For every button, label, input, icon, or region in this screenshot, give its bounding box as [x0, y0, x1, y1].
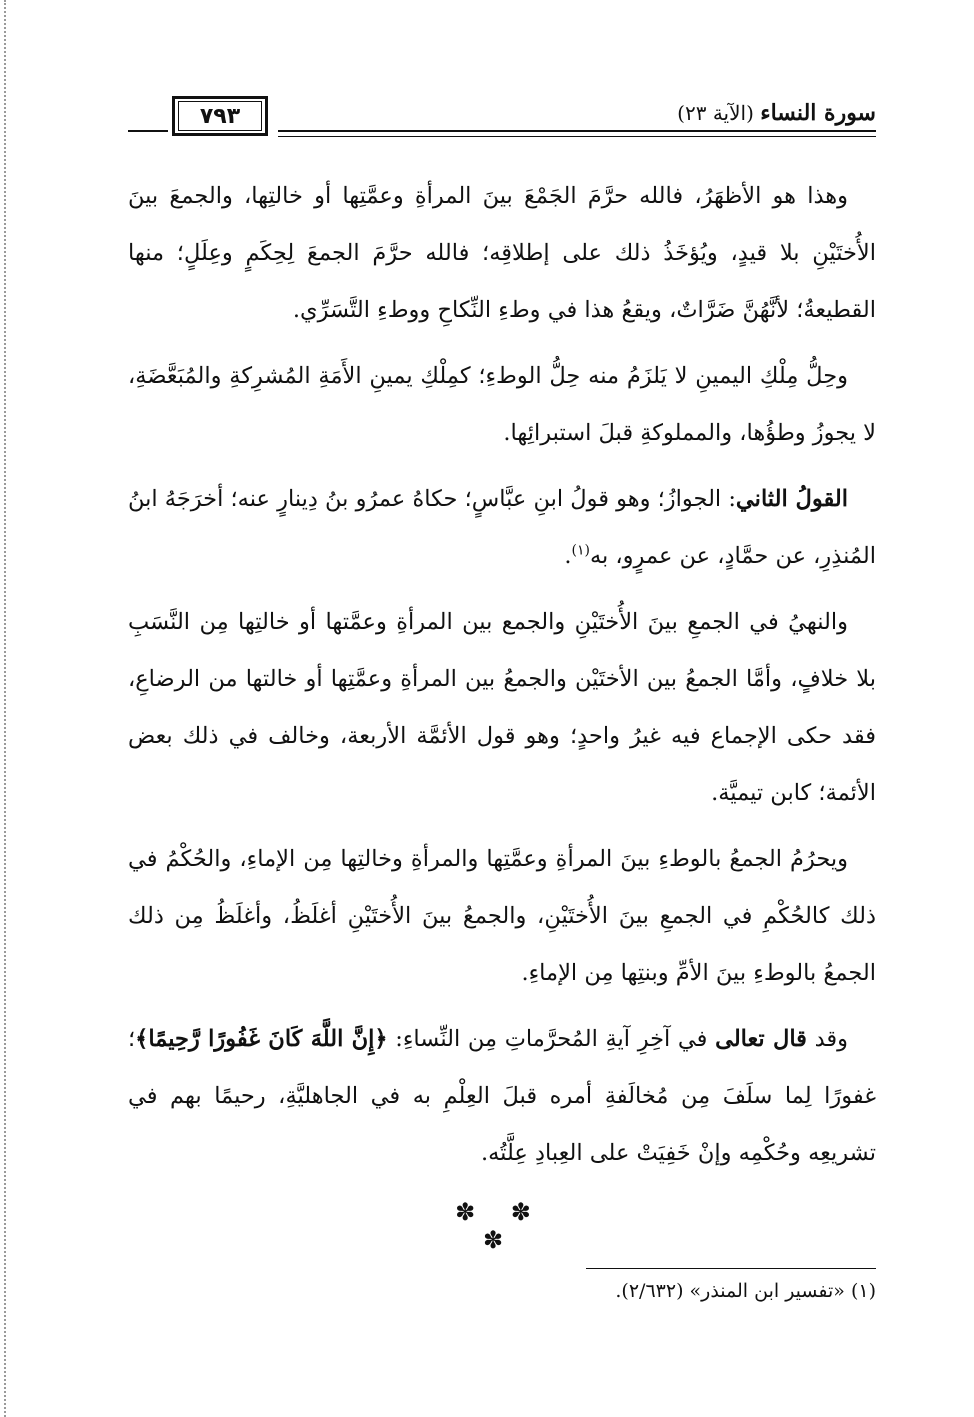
page-number-box — [172, 96, 268, 136]
emphasis: قال تعالى — [715, 1026, 807, 1052]
paragraph — [128, 471, 876, 585]
footnote-text: «تفسير ابن المنذر» (٢/٦٣٢). — [615, 1280, 845, 1302]
footnote-marker: (١) — [571, 542, 590, 559]
section-label: القولُ الثاني — [735, 486, 848, 512]
header-title — [677, 100, 876, 126]
paragraph: وحِلُّ مِلْكِ اليمينِ لا يَلزَمُ منه حِلُّ الوطءِ؛ كمِلْكِ يمينِ الأَمَةِ المُشرِكةِ والمُبَعَّضَةِ، لا يجوزُ وطؤُها، والمملوكةِ قبلَ استبرائِها. — [128, 363, 876, 446]
page-header — [128, 96, 876, 144]
ayah-reference: (الآية ٢٣) — [677, 101, 754, 125]
header-rule-left — [128, 130, 168, 132]
scan-edge — [4, 0, 6, 1417]
sura-name: سورة النساء — [760, 100, 876, 126]
footnote-number: (١) — [850, 1280, 876, 1302]
header-rule-thin — [278, 136, 876, 137]
paragraph: ويحرُمُ الجمعُ بالوطءِ بينَ المرأةِ وعمَّتِها والمرأةِ وخالتِها مِن الإماءِ، والحُكْمُ في ذلك كالحُكْمِ في الجمعِ بينَ الأُختَيْنِ، والجمعُ بينَ الأُختَيْنِ أغلَظُ، وأغلَظُ مِن ذلك الجمعُ بالوطءِ بينَ الأمِّ وبنتِها مِن الإماءِ. — [128, 846, 876, 986]
paragraph-text: في آخِرِ آيةِ المُحرَّماتِ مِن النِّساءِ: — [387, 1026, 716, 1052]
section-separator: ✽ ✽ ✽ — [455, 1198, 545, 1254]
page-body — [128, 168, 876, 1191]
paragraph-end: . — [564, 543, 572, 569]
header-rule — [278, 130, 876, 132]
quran-quote: ﴿إِنَّ اللَّهَ كَانَ غَفُورًا رَّحِيمًا﴾ — [135, 1026, 388, 1052]
page-number: ٧٩٣ — [199, 103, 241, 129]
paragraph-text: وقد — [806, 1026, 849, 1052]
footnote — [128, 1280, 876, 1302]
paragraph-text: ؛ غفورًا لِما سلَفَ مِن مُخالَفةِ أمره قبلَ العِلْمِ به في الجاهليَّةِ، رحيمًا بهم في تشريعِه وحُكْمِه وإنْ خَفِيَتْ على العِبادِ عِلَّتُه. — [128, 1026, 876, 1166]
paragraph-text: : الجوازُ؛ وهو قولُ ابنِ عبَّاسٍ؛ حكاهُ عمرُو بنُ دِينارٍ عنه؛ أخرَجَهُ ابنُ المُنذِرِ، عن حمَّادٍ، عن عمرٍو، به — [128, 486, 876, 569]
paragraph: والنهيُ في الجمعِ بينَ الأُختَيْنِ والجمع بين المرأةِ وعمَّتها أو خالتِها مِن النَّسَبِ بلا خلافٍ، وأمَّا الجمعُ بين الأختَيْن والجمعُ بين المرأةِ وعمَّتِها أو خالتها من الرضاعِ، فقد حكى الإجماع فيه غيرُ واحدٍ؛ وهو قول الأئمَّة الأربعة، وخالف في ذلك بعض الأئمة؛ كابن تيميَّة. — [128, 609, 876, 806]
paragraph: وهذا هو الأظهَرُ، فالله حرَّمَ الجَمْعَ بينَ المرأةِ وعمَّتِها أو خالتِها، والجمعَ بينَ الأُختَيْنِ بلا قيدٍ، ويُؤخَذُ ذلك على إطلاقِه؛ فالله حرَّمَ الجمعَ لِحِكَمٍ وعِلَلٍ؛ منها القطيعةُ؛ لأنَّهُنَّ ضَرَّاتٌ، ويقعُ هذا في وطءِ النِّكاحِ ووطءِ التَّسَرِّي. — [128, 183, 876, 323]
paragraph — [128, 1011, 876, 1182]
footnote-rule — [586, 1268, 876, 1269]
